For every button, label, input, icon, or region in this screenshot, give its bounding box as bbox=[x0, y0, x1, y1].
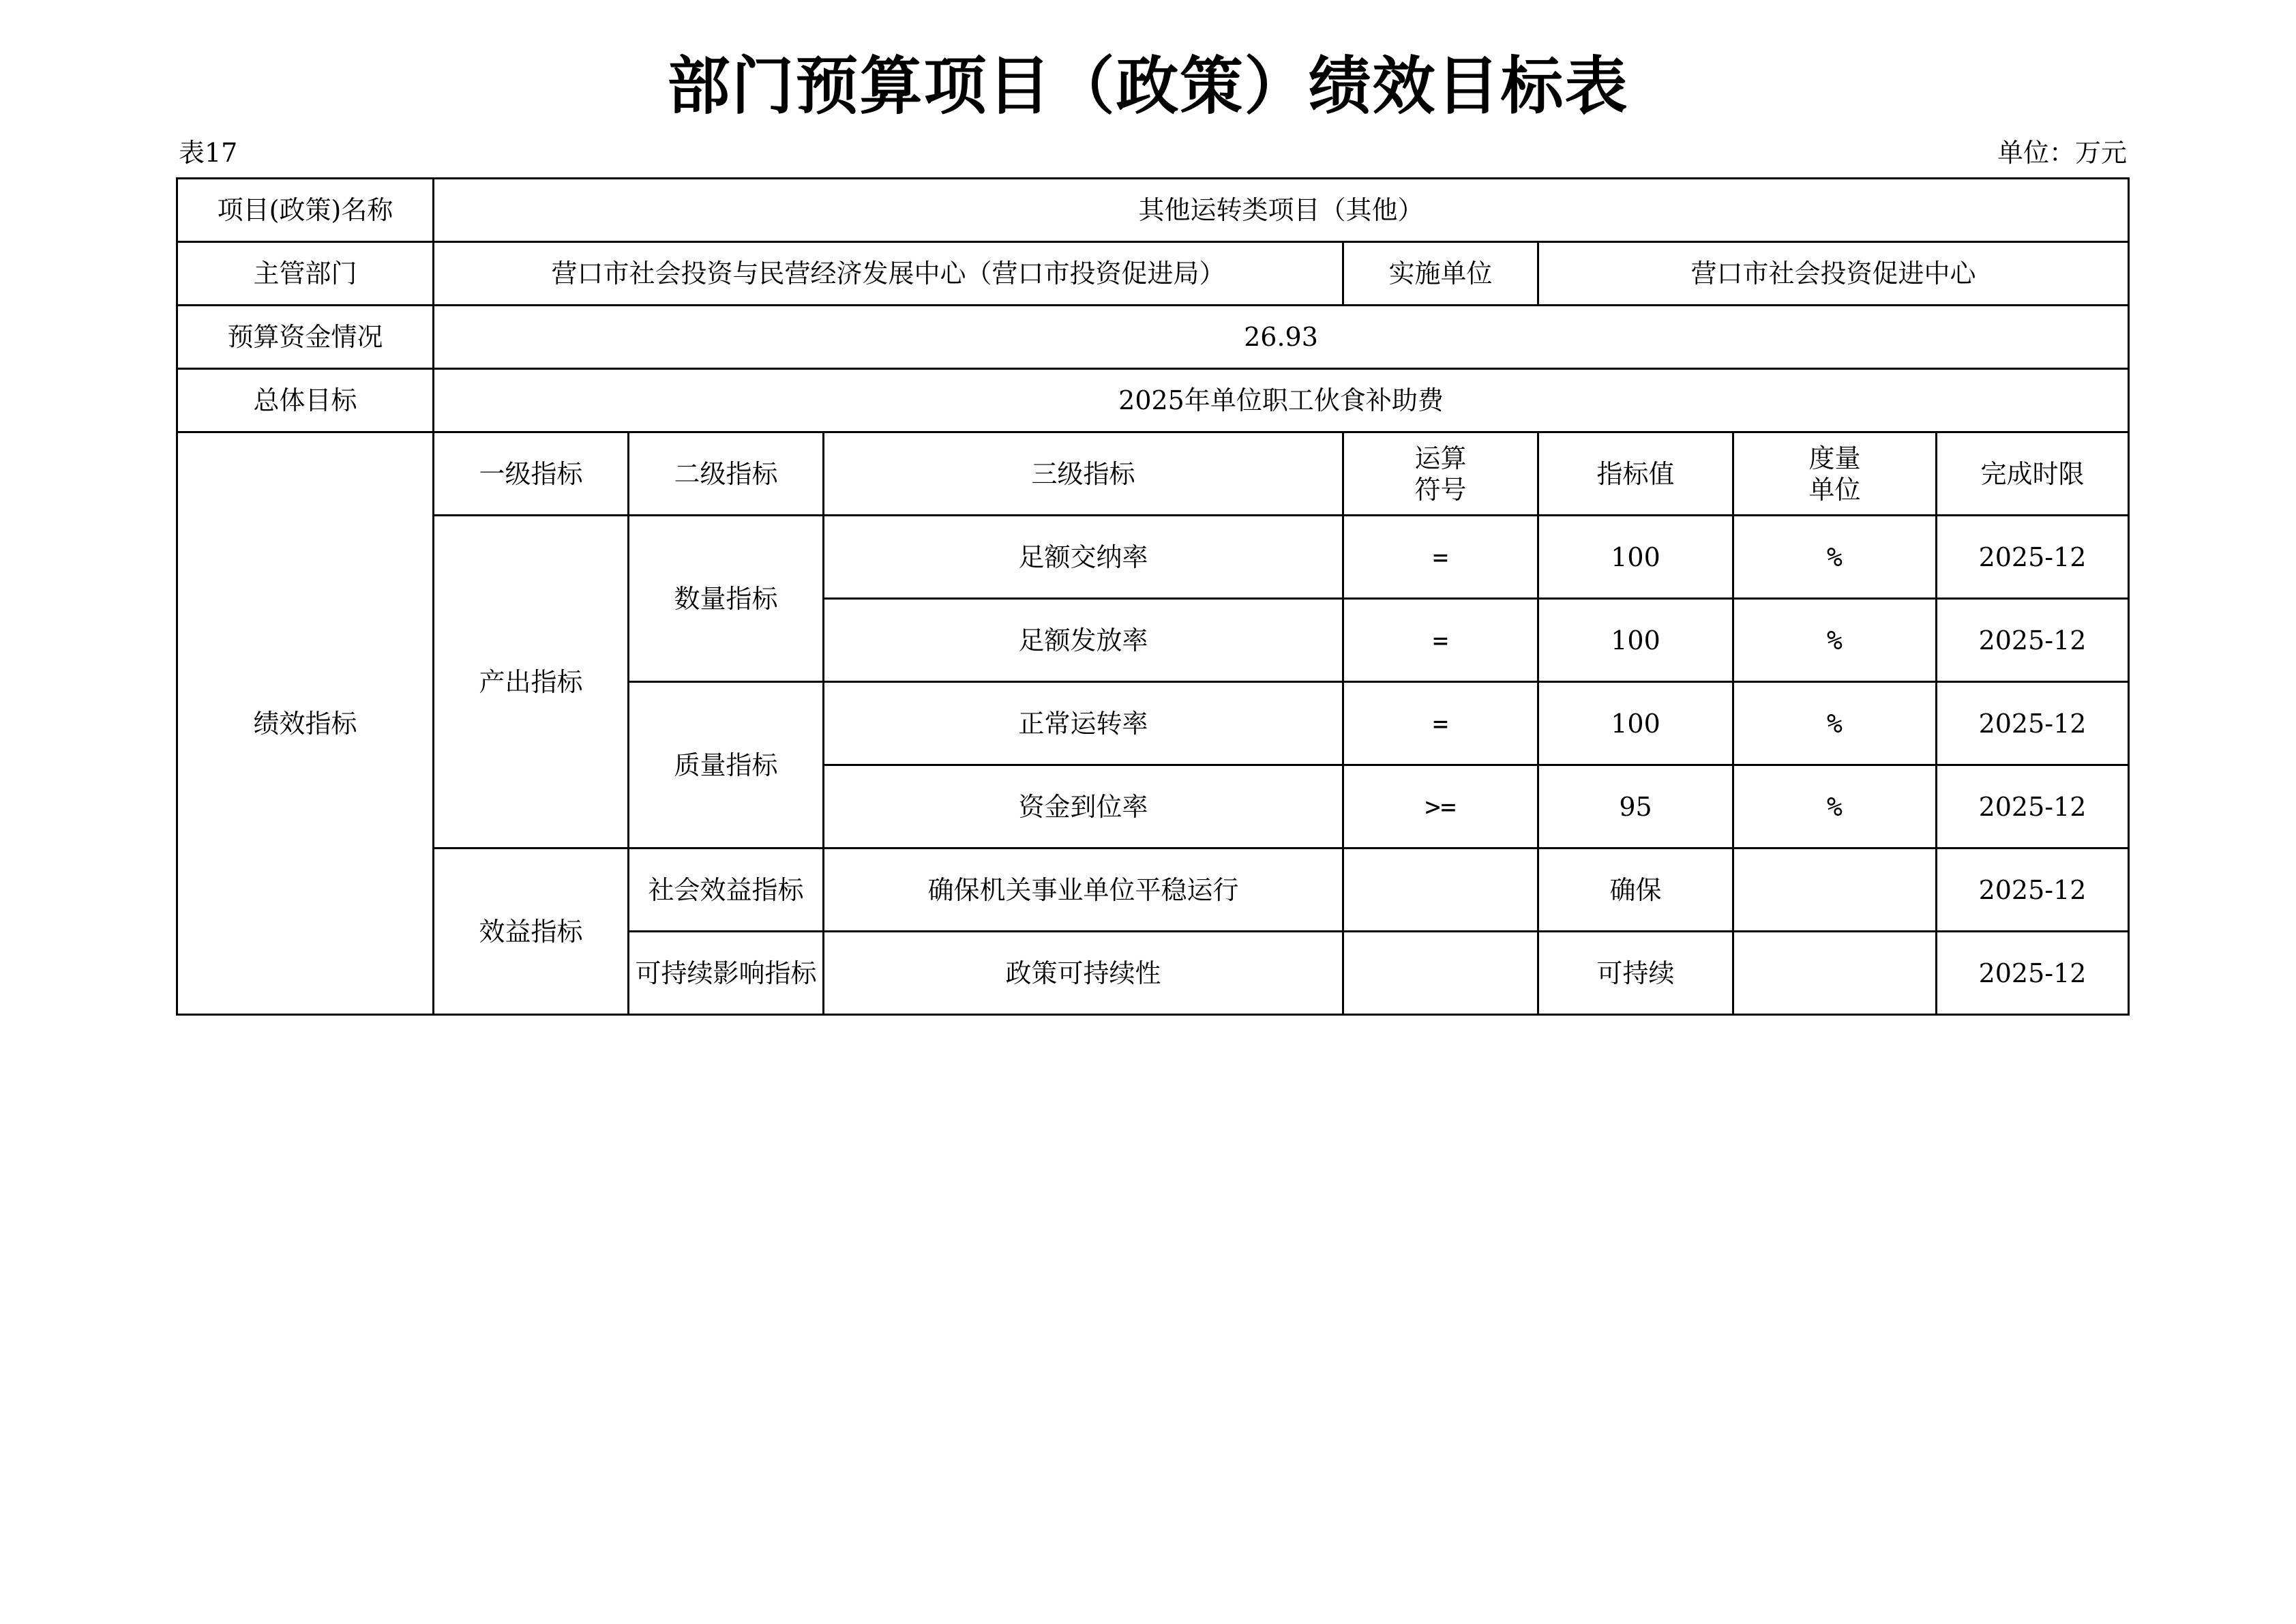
header-operator-line2: 符号 bbox=[1414, 474, 1467, 505]
indicator-value: 100 bbox=[1538, 682, 1733, 765]
indicator-name: 确保机关事业单位平稳运行 bbox=[824, 848, 1343, 932]
indicator-operator bbox=[1343, 932, 1538, 1015]
indicator-deadline: 2025-12 bbox=[1937, 516, 2129, 599]
unit-label: 单位：万元 bbox=[1997, 138, 2127, 168]
goal-row bbox=[177, 369, 2129, 432]
indicator-unit: % bbox=[1733, 516, 1937, 599]
quality-indicator-label: 质量指标 bbox=[629, 682, 824, 848]
social-benefit-indicator-label: 社会效益指标 bbox=[629, 848, 824, 932]
dept-value: 营口市社会投资与民营经济发展中心（营口市投资促进局） bbox=[434, 242, 1343, 306]
benefit-indicator-label: 效益指标 bbox=[434, 848, 629, 1015]
indicator-header-row bbox=[177, 432, 2129, 516]
indicator-value: 95 bbox=[1538, 765, 1733, 848]
department-row bbox=[177, 242, 2129, 306]
indicator-operator: = bbox=[1343, 516, 1538, 599]
header-operator-line1: 运算 bbox=[1414, 443, 1467, 473]
sustainability-indicator-label: 可持续影响指标 bbox=[629, 932, 824, 1015]
indicator-deadline: 2025-12 bbox=[1937, 682, 2129, 765]
table-row bbox=[177, 516, 2129, 599]
indicator-operator: = bbox=[1343, 599, 1538, 682]
budget-value: 26.93 bbox=[434, 306, 2129, 369]
impl-value: 营口市社会投资促进中心 bbox=[1538, 242, 2129, 306]
indicator-unit: % bbox=[1733, 682, 1937, 765]
indicator-unit: % bbox=[1733, 599, 1937, 682]
dept-label: 主管部门 bbox=[177, 242, 434, 306]
project-name-row bbox=[177, 179, 2129, 242]
budget-row bbox=[177, 306, 2129, 369]
indicator-name: 政策可持续性 bbox=[824, 932, 1343, 1015]
header-value: 指标值 bbox=[1538, 432, 1733, 516]
header-operator bbox=[1343, 432, 1538, 516]
project-name-value: 其他运转类项目（其他） bbox=[434, 179, 2129, 242]
indicator-value: 100 bbox=[1538, 599, 1733, 682]
indicator-unit bbox=[1733, 932, 1937, 1015]
indicator-deadline: 2025-12 bbox=[1937, 765, 2129, 848]
goal-label: 总体目标 bbox=[177, 369, 434, 432]
output-indicator-label: 产出指标 bbox=[434, 516, 629, 848]
indicator-deadline: 2025-12 bbox=[1937, 599, 2129, 682]
indicator-value: 可持续 bbox=[1538, 932, 1733, 1015]
indicator-deadline: 2025-12 bbox=[1937, 932, 2129, 1015]
indicator-value: 100 bbox=[1538, 516, 1733, 599]
quantity-indicator-label: 数量指标 bbox=[629, 516, 824, 682]
indicator-name: 正常运转率 bbox=[824, 682, 1343, 765]
indicator-name: 资金到位率 bbox=[824, 765, 1343, 848]
header-level1: 一级指标 bbox=[434, 432, 629, 516]
table-row bbox=[177, 848, 2129, 932]
indicator-unit bbox=[1733, 848, 1937, 932]
performance-target-table bbox=[176, 177, 2130, 1016]
header-deadline: 完成时限 bbox=[1937, 432, 2129, 516]
indicator-name: 足额交纳率 bbox=[824, 516, 1343, 599]
indicator-value: 确保 bbox=[1538, 848, 1733, 932]
header-unit bbox=[1733, 432, 1937, 516]
page-title: 部门预算项目（政策）绩效目标表 bbox=[667, 49, 1629, 123]
indicator-operator: >= bbox=[1343, 765, 1538, 848]
indicator-deadline: 2025-12 bbox=[1937, 848, 2129, 932]
impl-label: 实施单位 bbox=[1343, 242, 1538, 306]
indicator-unit: % bbox=[1733, 765, 1937, 848]
header-level3: 三级指标 bbox=[824, 432, 1343, 516]
header-level2: 二级指标 bbox=[629, 432, 824, 516]
goal-value: 2025年单位职工伙食补助费 bbox=[434, 369, 2129, 432]
indicator-operator bbox=[1343, 848, 1538, 932]
header-unit-line2: 单位 bbox=[1808, 474, 1861, 505]
indicator-name: 足额发放率 bbox=[824, 599, 1343, 682]
header-unit-line1: 度量 bbox=[1808, 443, 1861, 473]
performance-indicators-label: 绩效指标 bbox=[177, 432, 434, 1015]
indicator-operator: = bbox=[1343, 682, 1538, 765]
table-number: 表17 bbox=[179, 138, 238, 168]
project-name-label: 项目(政策)名称 bbox=[177, 179, 434, 242]
budget-label: 预算资金情况 bbox=[177, 306, 434, 369]
